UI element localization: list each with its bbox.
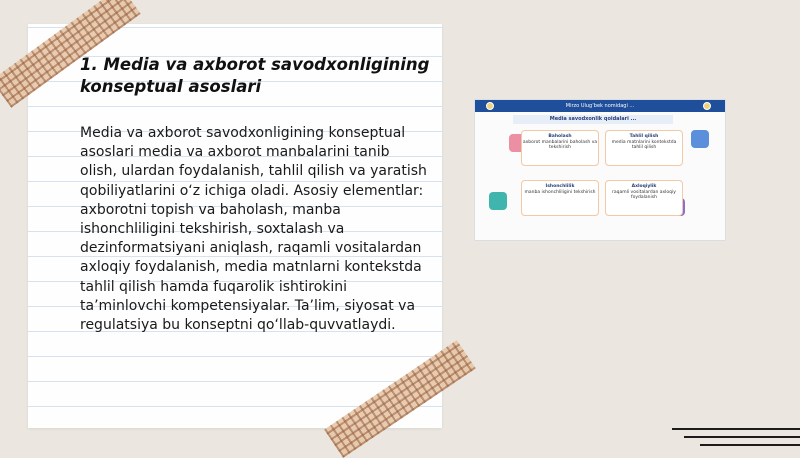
blue-arrow-icon <box>691 130 709 148</box>
decorative-line <box>700 444 800 446</box>
quadrant-label: Baholash <box>548 134 572 139</box>
quadrant-text: raqamli vositalardan axloqiy foydalanish <box>612 189 676 200</box>
slide-title: 1. Media va axborot savodxonligining konseptual asoslari <box>80 55 430 96</box>
emblem-icon <box>486 102 494 110</box>
embedded-slide-image <box>474 99 726 241</box>
emblem-icon <box>703 102 711 110</box>
quadrant-text: axborot manbalarini baholash va tekshirish <box>522 139 598 150</box>
decorative-line <box>672 428 800 430</box>
slide-quadrant <box>605 130 683 166</box>
slide-image-header <box>475 100 725 112</box>
quadrant-label: Axloqiylik <box>631 184 657 189</box>
slide-quadrant <box>605 180 683 216</box>
slide-image-subtitle: Media savodxonlik qoidalari ... <box>513 115 673 124</box>
slide-quadrant <box>521 180 599 216</box>
quadrant-label: Ishonchlilik <box>545 184 575 189</box>
quadrant-text: media matnlarini kontekstda tahlil qilish <box>611 139 677 150</box>
body-text: Media va axborot savodxonligining konseptual asoslari media va axborot manbalarini tanib olish, ulardan foydalanish, tahlil qilish va yaratish qobiliyatlarini o‘z ichiga oladi. Asosiy elementlar: axborotni topish va baholash, manba ishonchliligini tekshirish, soxtalash va dezinformatsiyani aniqlash, raqamli vositalardan axloqiy foydalanish, media matnlarni kontekstda tahlil qilish hamda fuqarolik ishtirokini ta’minlovchi kompetensiyalar. Ta’lim, siyosat va regulatsiya bu konseptni qo‘llab-quvvatlaydi. <box>80 125 427 334</box>
decorative-line <box>684 436 800 438</box>
slide-image-header-text: Mirzo Ulug‘bek nomidagi ... <box>565 103 635 109</box>
quadrant-text: manba ishonchliligini tekshirish <box>524 189 596 195</box>
teal-arrow-icon <box>489 192 507 210</box>
slide-quadrant <box>521 130 599 166</box>
quadrant-label: Tahlil qilish <box>629 134 659 139</box>
